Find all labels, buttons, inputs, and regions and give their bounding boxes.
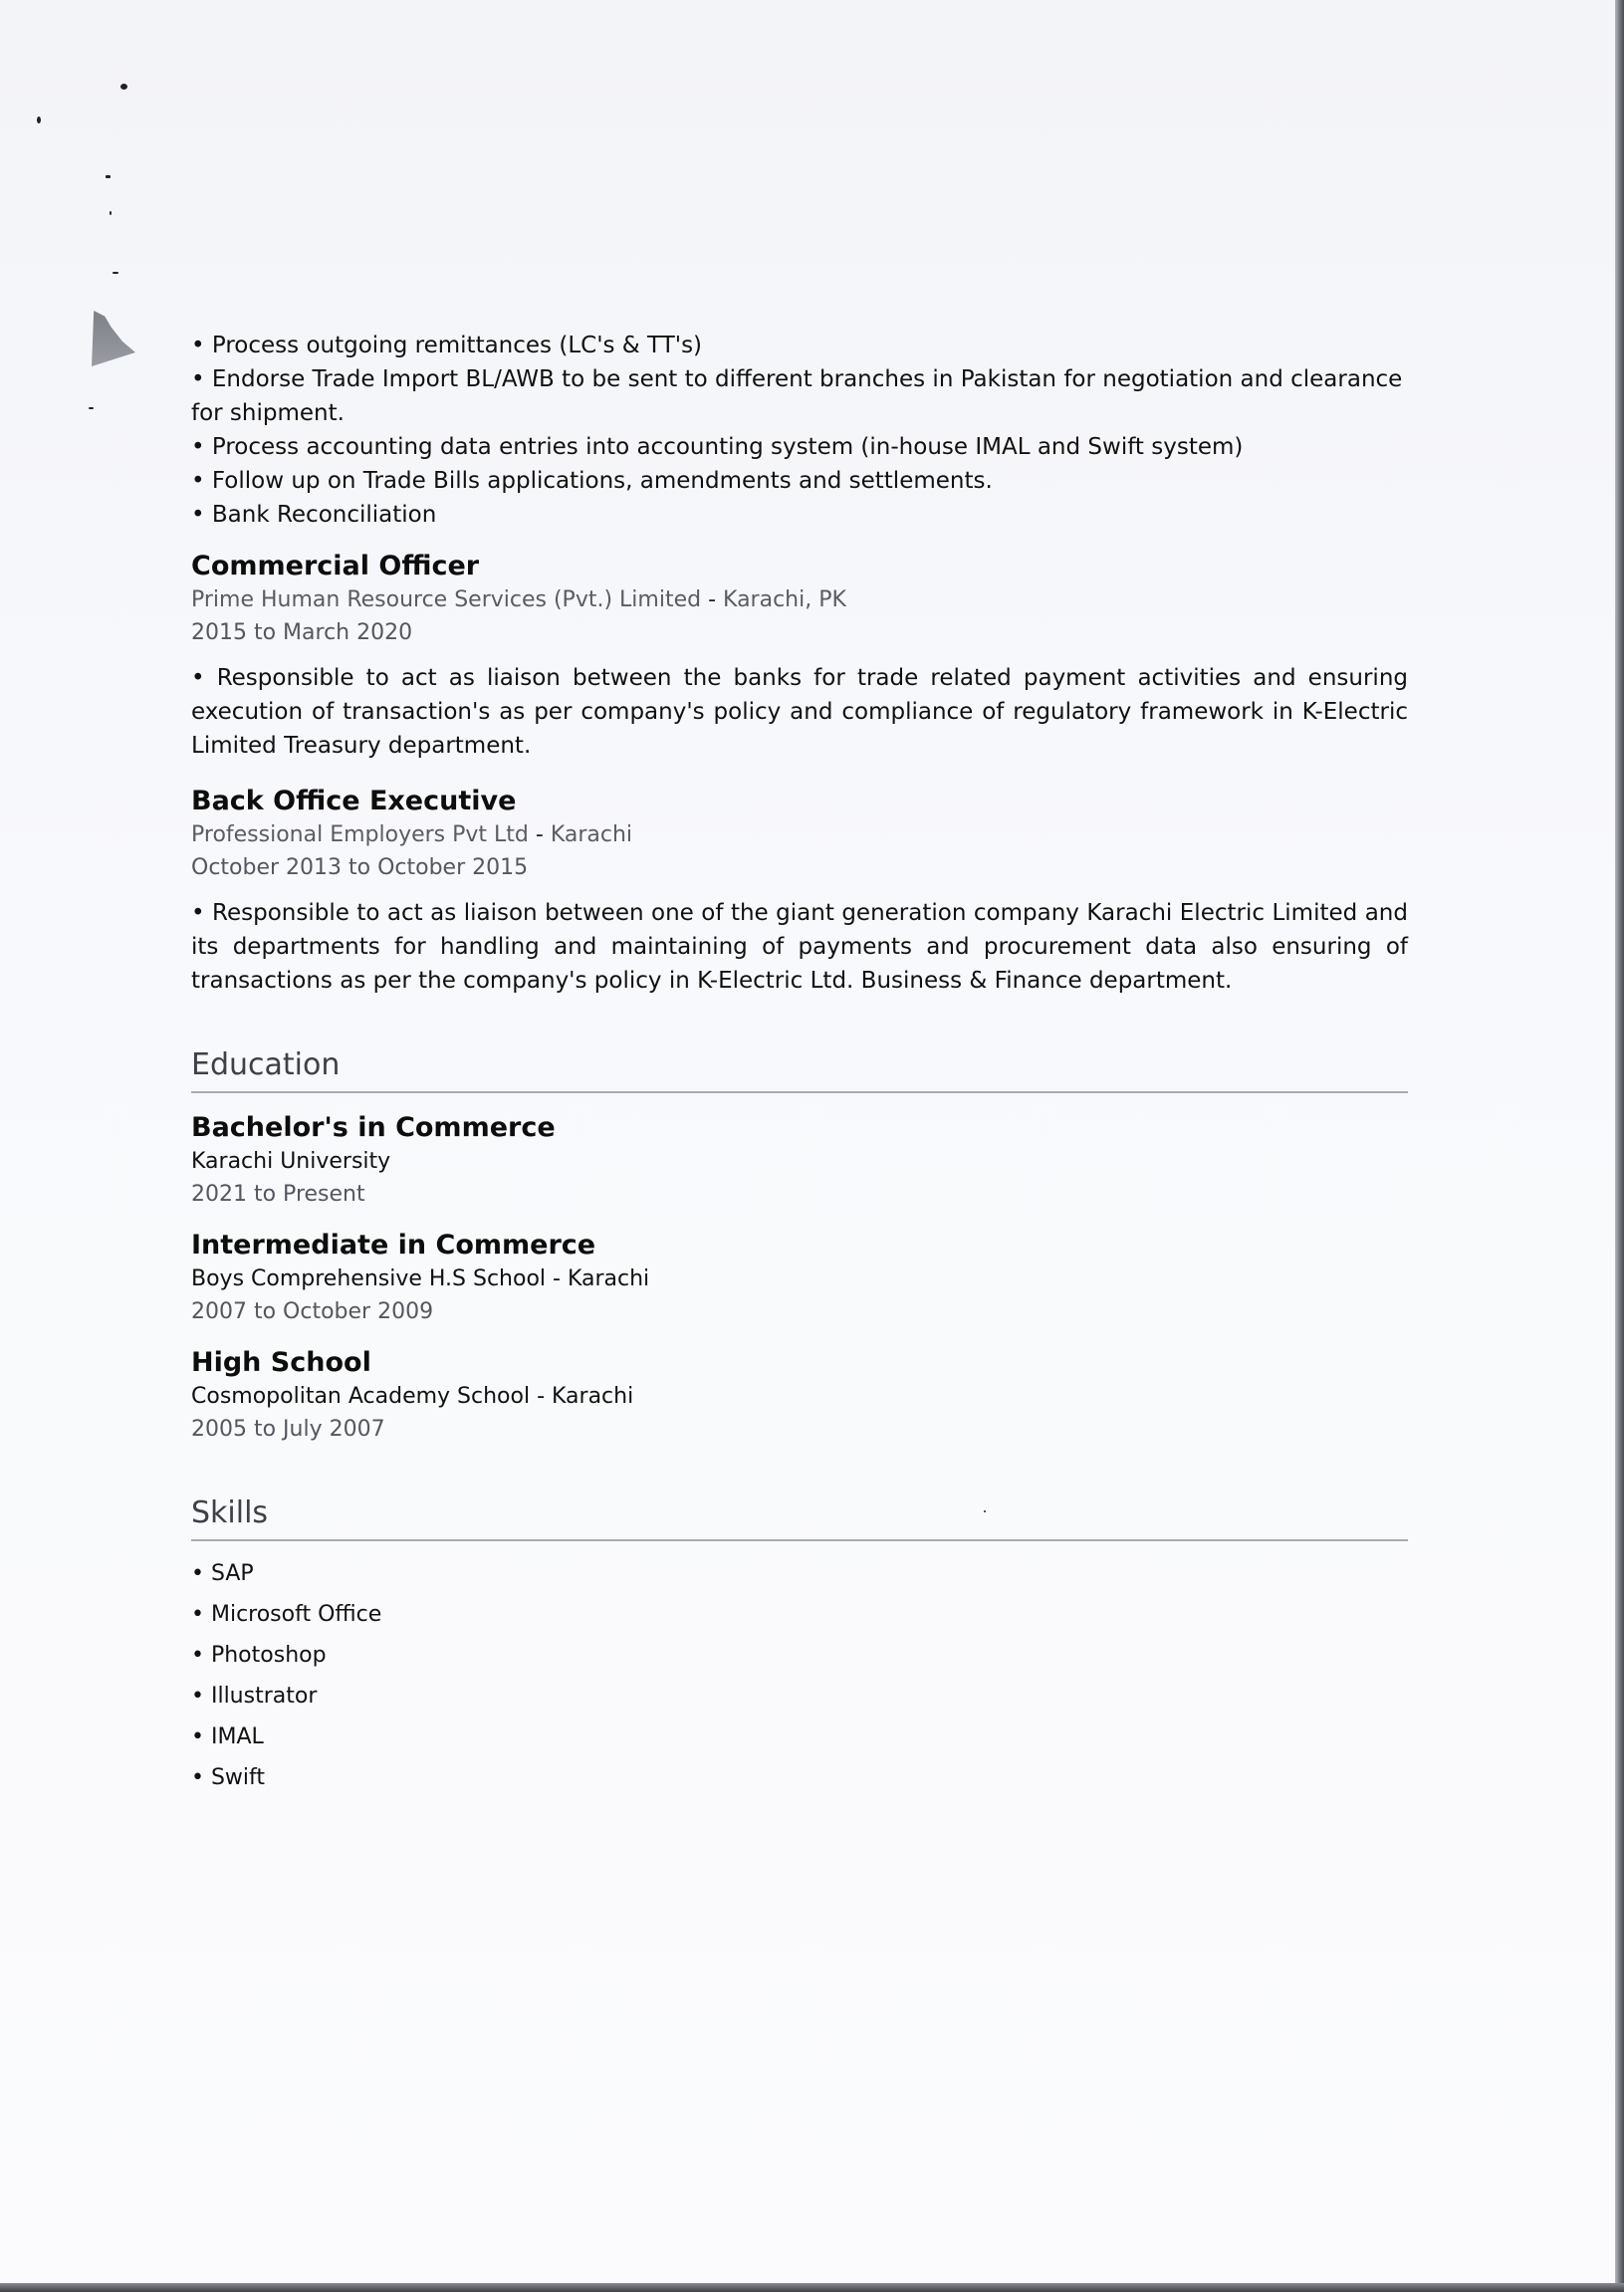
scan-speck bbox=[106, 175, 111, 178]
job-bullet: • Process accounting data entries into accounting system (in-house IMAL and Swift system) bbox=[191, 434, 1244, 460]
job-title: Commercial Officer bbox=[191, 551, 480, 581]
skill-item: • IMAL bbox=[191, 1724, 264, 1749]
job-bullet: • Process outgoing remittances (LC's & TT's) bbox=[191, 333, 703, 358]
separator: - bbox=[701, 587, 724, 612]
scan-speck bbox=[89, 407, 94, 409]
scanner-edge-right bbox=[1615, 0, 1624, 2292]
skills-heading: Skills bbox=[191, 1493, 1408, 1541]
experience-entry bbox=[191, 550, 1408, 763]
resume-content bbox=[191, 329, 1408, 1798]
job-bullet: • Endorse Trade Import BL/AWB to be sent to different branches in Pakistan for negotiation and clearance for shipment. bbox=[191, 366, 1403, 426]
education-entry bbox=[191, 1346, 1408, 1446]
job-bullet: • Follow up on Trade Bills applications, amendments and settlements. bbox=[191, 468, 993, 494]
degree-title: Intermediate in Commerce bbox=[191, 1230, 596, 1261]
paper-tear-mark bbox=[92, 311, 135, 366]
education-heading: Education bbox=[191, 1045, 1408, 1093]
skills-list bbox=[191, 1553, 1408, 1798]
skill-item: • Photoshop bbox=[191, 1643, 327, 1668]
scan-speck bbox=[110, 211, 112, 215]
company-name: Professional Employers Pvt Ltd bbox=[191, 822, 529, 847]
job-dates: October 2013 to October 2015 bbox=[191, 855, 529, 880]
degree-title: High School bbox=[191, 1347, 371, 1378]
education-entry bbox=[191, 1111, 1408, 1211]
experience-entry bbox=[191, 785, 1408, 998]
job-bullet: • Bank Reconciliation bbox=[191, 502, 437, 528]
company-name: Prime Human Resource Services (Pvt.) Limited bbox=[191, 587, 702, 612]
skill-item: • SAP bbox=[191, 1561, 254, 1586]
education-list bbox=[191, 1111, 1408, 1446]
job-location: Karachi, PK bbox=[723, 587, 846, 612]
job-title: Back Office Executive bbox=[191, 786, 517, 816]
skill-item: • Illustrator bbox=[191, 1684, 318, 1709]
separator: - bbox=[528, 822, 551, 847]
education-entry bbox=[191, 1229, 1408, 1328]
scanner-edge-bottom bbox=[0, 2283, 1624, 2292]
education-dates: 2007 to October 2009 bbox=[191, 1299, 434, 1324]
school-name: Karachi University bbox=[191, 1149, 391, 1174]
school-name: Cosmopolitan Academy School - Karachi bbox=[191, 1384, 634, 1409]
job-company-line bbox=[191, 583, 1408, 616]
job-description: • Responsible to act as liaison between one of the giant generation company Karachi Electric Limited and its departments for handling and maintaining of payments and procurement data also ensuring of transactions as per the company's policy in K-Electric Ltd. Business & Finance department. bbox=[191, 900, 1408, 994]
scan-speck bbox=[37, 116, 41, 123]
job-company-line bbox=[191, 818, 1408, 851]
skill-item: • Swift bbox=[191, 1765, 266, 1790]
job-description: • Responsible to act as liaison between the banks for trade related payment activities and ensuring execution of transaction's as per company's policy and compliance of regulatory framework in K-Electric Limited Treasury department. bbox=[191, 665, 1408, 759]
school-name: Boys Comprehensive H.S School - Karachi bbox=[191, 1266, 650, 1291]
scan-speck bbox=[113, 272, 118, 274]
education-dates: 2005 to July 2007 bbox=[191, 1417, 385, 1442]
education-dates: 2021 to Present bbox=[191, 1182, 365, 1207]
continued-job-bullets bbox=[191, 329, 1408, 532]
job-location: Karachi bbox=[550, 822, 633, 847]
job-dates: 2015 to March 2020 bbox=[191, 620, 413, 645]
degree-title: Bachelor's in Commerce bbox=[191, 1112, 556, 1143]
skill-item: • Microsoft Office bbox=[191, 1602, 382, 1627]
scan-speck bbox=[120, 84, 127, 90]
